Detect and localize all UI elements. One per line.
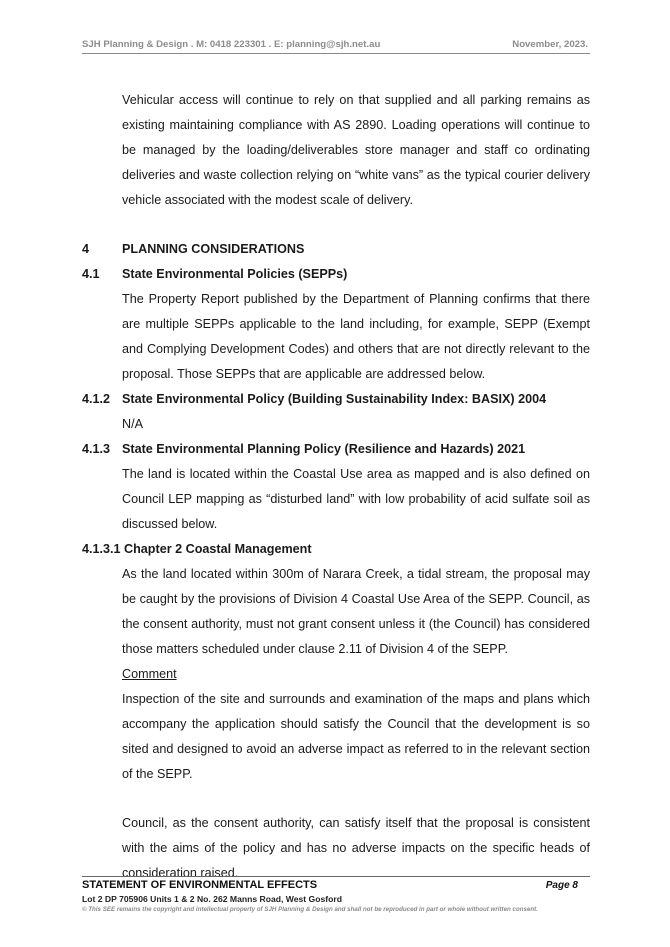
paragraph-4-1-3-1: As the land located within 300m of Narara Creek, a tidal stream, the proposal may be caught by the provisions of Division 4 Coastal Use Area of the SEPP. Council, as the consent authority, must not grant consent unless it (the Council) has considered those matters scheduled under clause 2.11 of Division 4 of the SEPP.	[122, 567, 590, 656]
heading-title: State Environmental Policy (Building Sustainability Index: BASIX) 2004	[122, 392, 547, 406]
paragraph-comment-2: Council, as the consent authority, can satisfy itself that the proposal is consistent with the aims of the policy and has no adverse impacts on the specific heads of consideration raised.	[122, 816, 590, 880]
heading-number: 4	[82, 242, 90, 256]
paragraph-access: Vehicular access will continue to rely on that supplied and all parking remains as existing maintaining compliance with AS 2890. Loading operations will continue to be managed by the loading/deliverables store manager and staff co ordinating deliveries and waste collection relying on “white vans” as the typical courier delivery vehicle associated with the modest scale of delivery.	[122, 93, 590, 207]
page-number: Page 8	[545, 880, 578, 891]
paragraph-4-1: The Property Report published by the Department of Planning confirms that there are multiple SEPPs applicable to the land including, for example, SEPP (Exempt and Complying Development Codes) and others that are not directly relevant to the proposal. Those SEPPs that are applicable are addressed below.	[122, 292, 590, 381]
heading-4	[82, 237, 590, 262]
paragraph-4-1-3: The land is located within the Coastal Use area as mapped and is also defined on Council LEP mapping as “disturbed land” with low probability of acid sulfate soil as discussed below.	[122, 467, 590, 531]
footer-title: STATEMENT OF ENVIRONMENTAL EFFECTS	[82, 879, 318, 891]
page-footer	[82, 876, 590, 913]
heading-number: 4.1.2	[82, 392, 111, 406]
heading-title: PLANNING CONSIDERATIONS	[122, 242, 305, 256]
heading-number: 4.1.3	[82, 442, 111, 456]
heading-4-1-3	[82, 437, 590, 462]
heading-number: 4.1	[82, 267, 100, 281]
page-header	[82, 38, 590, 54]
heading-4-1-3-1: 4.1.3.1 Chapter 2 Coastal Management	[82, 542, 312, 556]
footer-address: Lot 2 DP 705906 Units 1 & 2 No. 262 Manns Road, West Gosford	[82, 894, 342, 904]
header-contact: SJH Planning & Design . M: 0418 223301 . E: planning@sjh.net.au	[82, 39, 381, 50]
footer-copyright: © This SEE remains the copyright and intellectual property of SJH Planning & Design and shall not be reproduced in part or whole without written consent.	[82, 906, 538, 913]
heading-title: State Environmental Planning Policy (Resilience and Hazards) 2021	[122, 442, 526, 456]
heading-title: State Environmental Policies (SEPPs)	[122, 267, 348, 281]
header-date: November, 2023.	[512, 39, 588, 50]
heading-4-1	[82, 262, 590, 287]
comment-label: Comment	[122, 667, 177, 681]
paragraph-4-1-2: N/A	[122, 417, 143, 431]
paragraph-comment-1: Inspection of the site and surrounds and examination of the maps and plans which accompany the application should satisfy the Council that the development is so sited and designed to avoid an adverse impact as referred to in the relevant section of the SEPP.	[122, 692, 590, 781]
document-body	[82, 88, 590, 886]
heading-4-1-2	[82, 387, 590, 412]
